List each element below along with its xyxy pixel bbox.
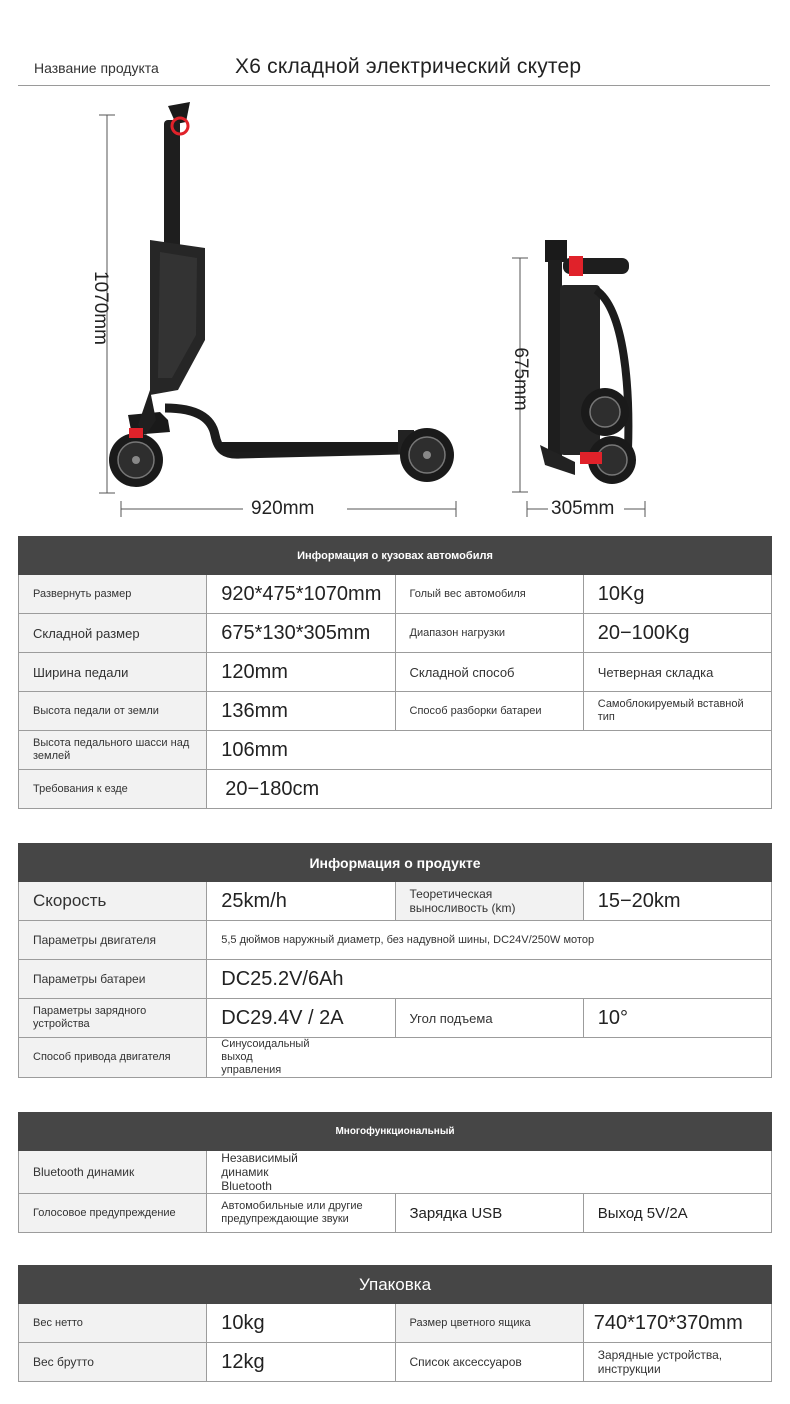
table-row [19,770,772,809]
spec-key: Параметры зарядного устройства [19,999,207,1038]
spec-key: Вес брутто [19,1343,207,1382]
spec-key: Параметры двигателя [19,921,207,960]
spec-key: Список аксессуаров [395,1343,583,1382]
multifunction-table [18,1112,772,1233]
spec-key: Диапазон нагрузки [395,614,583,653]
height-dimension-label: 1070mm [90,271,111,345]
spec-key: Складной способ [395,653,583,692]
spec-key: Размер цветного ящика [395,1304,583,1343]
table-header-row [19,1266,772,1304]
spec-value: 20−100Kg [583,614,771,653]
spec-key: Скорость [19,882,207,921]
spec-key: Голосовое предупреждение [19,1194,207,1233]
table-header-row [19,1113,772,1151]
spec-key: Вес нетто [19,1304,207,1343]
spec-value: 10Kg [583,575,771,614]
spec-value: 136mm [207,692,395,731]
folded-height-dimension-label: 675mm [510,347,531,411]
table-row [19,653,772,692]
spec-value: 5,5 дюймов наружный диаметр, без надувной шины, DC24V/250W мотор [207,921,772,960]
table-row [19,1343,772,1382]
table-row [19,575,772,614]
packing-title: Упаковка [19,1266,772,1304]
spec-value: 675*130*305mm [207,614,395,653]
spec-key: Способ привода двигателя [19,1038,207,1078]
body-info-table [18,536,772,809]
spec-value: DC29.4V / 2A [207,999,395,1038]
spec-key: Голый вес автомобиля [395,575,583,614]
spec-value: 15−20km [583,882,771,921]
table-row [19,614,772,653]
spec-value: 20−180cm [207,770,772,809]
spec-value: Независимый динамик Bluetooth [207,1151,772,1194]
spec-value: Синусоидальный выход управления [207,1038,772,1078]
spec-value: Самоблокируемый вставной тип [583,692,771,731]
body-info-title: Информация о кузовах автомобиля [19,537,772,575]
spec-value: 12kg [207,1343,395,1382]
scooter-dimension-figure [0,90,790,530]
spec-value: Четверная складка [583,653,771,692]
product-info-table [18,843,772,1078]
spec-value: Зарядные устройства, инструкции [583,1343,771,1382]
packing-table [18,1265,772,1382]
table-row [19,1304,772,1343]
spec-value: DC25.2V/6Ah [207,960,772,999]
scooter-illustration [0,90,790,530]
header-divider [18,85,770,86]
table-header-row [19,844,772,882]
spec-key: Складной размер [19,614,207,653]
multifunction-title: Многофункциональный [19,1113,772,1151]
table-row [19,1038,772,1078]
spec-value: Автомобильные или другие предупреждающие звуки [207,1194,395,1233]
table-row [19,1151,772,1194]
spec-value: 106mm [207,731,772,770]
unfolded-scooter [109,102,454,487]
spec-key: Развернуть размер [19,575,207,614]
product-header [0,0,790,90]
length-dimension-label: 920mm [251,498,315,519]
spec-value: 10° [583,999,771,1038]
product-name-label: Название продукта [34,60,159,76]
folded-length-dimension-label: 305mm [551,498,615,519]
product-info-title: Информация о продукте [19,844,772,882]
table-row [19,731,772,770]
spec-value: 920*475*1070mm [207,575,395,614]
table-row [19,999,772,1038]
table-row [19,882,772,921]
spec-key: Параметры батареи [19,960,207,999]
spec-key: Требования к езде [19,770,207,809]
table-header-row [19,537,772,575]
table-row [19,1194,772,1233]
spec-key: Способ разборки батареи [395,692,583,731]
product-title: X6 складной электрический скутер [235,55,582,78]
table-row [19,960,772,999]
spec-key: Высота педального шасси над землей [19,731,207,770]
spec-key: Теоретическая выносливость (km) [395,882,583,921]
spec-key: Ширина педали [19,653,207,692]
spec-key: Высота педали от земли [19,692,207,731]
spec-value: 120mm [207,653,395,692]
spec-value: 740*170*370mm [583,1304,771,1343]
spec-value: 10kg [207,1304,395,1343]
spec-key: Зарядка USB [395,1194,583,1233]
spec-value: 25km/h [207,882,395,921]
spec-key: Bluetooth динамик [19,1151,207,1194]
spec-key: Угол подъема [395,999,583,1038]
spec-value: Выход 5V/2A [583,1194,771,1233]
folded-scooter [540,240,636,484]
table-row [19,692,772,731]
table-row [19,921,772,960]
